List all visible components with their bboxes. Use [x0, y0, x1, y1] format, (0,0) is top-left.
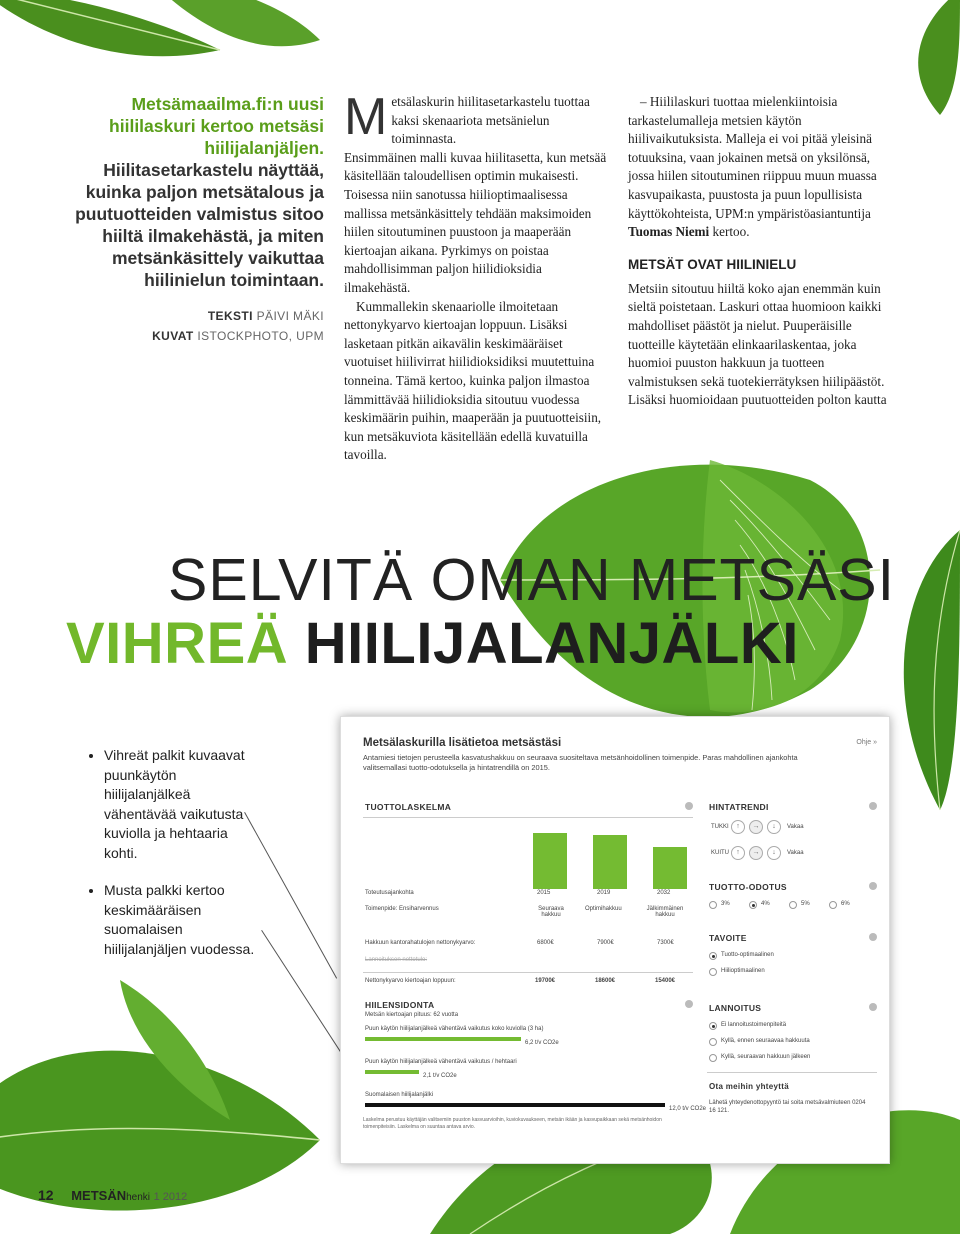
hiilensidonta-sub: Metsän kiertoajan pituus: 62 vuotta	[365, 1012, 459, 1018]
goal-profit-radio[interactable]	[709, 952, 717, 960]
goal-profit-label: Tuotto-optimaalinen	[721, 952, 774, 958]
page-number: 12	[38, 1187, 54, 1203]
contact-text[interactable]: Lähetä yhteydenottopyyntö tai soita metsävalmiuteen 0204 16 121.	[709, 1100, 866, 1114]
intro-lead-rest: Hiilitasetarkastelu näyttää, kuinka paljon metsätalous ja puutuotteiden valmistus sitoo hiiltä ilmakehästä, ja miten metsänkäsittely vaikuttaa hiilinielun toimintaan.	[75, 160, 324, 290]
row-label-toteutus: Toteutusajankohta	[365, 890, 414, 896]
credit-images-value: ISTOCKPHOTO, UPM	[197, 329, 324, 343]
total-2032: 15400€	[655, 978, 676, 984]
tuotto-odotus-title: TUOTTO-ODOTUS	[709, 882, 787, 892]
page-footer	[38, 1187, 187, 1203]
goal-carbon-radio[interactable]	[709, 968, 717, 976]
tuottolaskelma-bar-2	[593, 835, 627, 889]
screenshot-lead: Antamiesi tietojen perusteella kasvatushakkuu on seuraava suositeltava metsänhoidollinen toimenpide. Paras mahdollinen ajankohta valitsemallasi tuotto-odotuksella ja hintatrendillä on 2015.	[363, 753, 798, 772]
op-optimi: Optimihakkuu	[585, 906, 622, 912]
hintatrendi-info-icon[interactable]	[869, 802, 877, 810]
year-2015: 2015	[537, 890, 551, 896]
trend-kuitu-label: KUITU	[711, 850, 729, 856]
headline-dark-word: HIILIJALANJÄLKI	[304, 611, 799, 676]
row-label-lannoitus: Lannoituksen nettotulo:	[365, 957, 428, 963]
article-column-2	[344, 88, 608, 465]
divider	[707, 1072, 877, 1073]
tuotto-odotus-info-icon[interactable]	[869, 882, 877, 890]
return-3-label: 3%	[721, 901, 730, 907]
drop-cap: M	[344, 88, 388, 146]
tuottolaskelma-bar-1	[533, 833, 567, 889]
row-label-total: Nettonykyarvo kiertoajan loppuun:	[365, 978, 456, 984]
return-5-radio[interactable]	[789, 901, 797, 909]
headline-line-2	[66, 612, 799, 676]
trend-tukki-down-button[interactable]: ↓	[767, 820, 781, 834]
contact-title: Ota meihin yhteyttä	[709, 1082, 789, 1091]
tavoite-info-icon[interactable]	[869, 933, 877, 941]
hiilensidonta-title: HIILENSIDONTA	[365, 1000, 435, 1010]
caption-bullet-black-bar: • Musta palkki kertoo keskimääräisen suomalaisen hiilijalanjäljen vuodessa.	[104, 881, 258, 959]
col2-paragraph-2: Ensimmäinen malli kuvaa hiilitasetta, kun metsää käsitellään taloudellisen optimin mukaisesti. Toisessa niin sanotussa hiilioptimaalisessa mallissa metsänkäsittely tehdään maksimoiden hiilen sitoutuminen puustoon ja maaperään kiertoajan aikana. Pyrkimys on poistaa mahdollisimman paljon hiilidioksidia ilmakehästä.	[344, 149, 607, 295]
fert-none-radio[interactable]	[709, 1022, 717, 1030]
op-seuraava: Seuraava hakkuu	[538, 906, 564, 918]
credit-text-label: TEKSTI	[207, 309, 253, 323]
hintatrendi-title: HINTATRENDI	[709, 802, 769, 812]
fert-before-label: Kyllä, ennen seuraavaa hakkuuta	[721, 1038, 810, 1044]
row-label-toimenpide: Toimenpide: Ensiharvennus	[365, 906, 439, 912]
tavoite-title: TAVOITE	[709, 933, 747, 943]
carbon-row-label-1: Puun käytön hiilijalanjälkeä vähentävä vaikutus koko kuviolla (3 ha)	[365, 1026, 544, 1032]
credit-images-label: KUVAT	[152, 329, 194, 343]
screenshot-title: Metsälaskurilla lisätietoa metsästäsi	[363, 737, 562, 749]
intro-lead	[62, 93, 324, 291]
divider	[363, 817, 693, 818]
col2-paragraph-3: Kummallekin skenaariolle ilmoitetaan nettonykyarvo kiertoajan loppuun. Lisäksi lasketaan pitkän aikavälin keskimääräiset vuotuiset hiilivirrat hiilidioksidiksi muutettuina tonneina. Tämä kertoo, kuinka paljon ilmastoa lämmittävää hiilidioksidia sitoutuu vuodessa keskimäärin puihin, maaperään ja puutuotteisiin, kun metsäkuviota käsitellään edellä kuvatuilla tavoilla.	[344, 298, 602, 463]
tuottolaskelma-info-icon[interactable]	[685, 802, 693, 810]
tuottolaskelma-bar-3	[653, 847, 687, 889]
return-6-label: 6%	[841, 901, 850, 907]
trend-kuitu-down-button[interactable]: ↓	[767, 846, 781, 860]
carbon-row-label-3: Suomalaisen hiilijalanjälki	[365, 1092, 434, 1098]
trend-kuitu-value: Vakaa	[787, 850, 804, 856]
credits	[100, 306, 324, 346]
total-2015: 19700€	[535, 978, 556, 984]
npv-2015: 6800€	[537, 940, 554, 946]
caption-bullets	[88, 746, 258, 977]
npv-2019: 7900€	[597, 940, 614, 946]
col3-paragraph-2: Metsiin sitoutuu hiiltä koko ajan enemmän kuin sieltä poistetaan. Laskuri ottaa huomioon kaikki mahdolliset päästöt ja nielut. Puuperäisille tuotteille käytetään elinkaarilaskentaa, joka huomioi puuston hakkuun ja tuotteen valmistuksen sekä tuotekierrätyksen hiilipäästöt. Lisäksi huomioidaan puutuotteiden polton kautta	[628, 280, 887, 408]
carbon-bar-value-1: 6,2 t/v CO2e	[525, 1040, 559, 1046]
year-2032: 2032	[657, 890, 671, 896]
year-2019: 2019	[597, 890, 611, 896]
col3-paragraph-1-end: kertoo.	[712, 224, 750, 240]
tuottolaskelma-title: TUOTTOLASKELMA	[365, 802, 452, 812]
intro-lead-green: Metsämaailma.fi:n uusi hiililaskuri kertoo metsäsi hiilijalanjäljen.	[109, 94, 324, 158]
issue-number: 1 2012	[153, 1191, 188, 1203]
trend-tukki-label: TUKKI	[711, 824, 729, 830]
magazine-name: METSÄN	[71, 1188, 127, 1203]
carbon-bar-1	[365, 1037, 521, 1041]
return-3-radio[interactable]	[709, 901, 717, 909]
fert-after-label: Kyllä, seuraavan hakkuun jälkeen	[721, 1054, 811, 1060]
row-label-npv: Hakkuun kantorahatulojen nettonykyarvo:	[365, 940, 476, 946]
fert-none-label: Ei lannoitustoimenpiteitä	[721, 1022, 787, 1028]
carbon-bar-2	[365, 1070, 419, 1074]
goal-carbon-label: Hiilioptimaalinen	[721, 968, 765, 974]
col2-paragraph-1: etsälaskurin hiilitasetarkastelu tuottaa kaksi skenaariota metsänielun toiminnasta.	[391, 94, 590, 147]
return-4-label: 4%	[761, 901, 770, 907]
return-6-radio[interactable]	[829, 901, 837, 909]
hiilensidonta-info-icon[interactable]	[685, 1000, 693, 1008]
lannoitus-info-icon[interactable]	[869, 1003, 877, 1011]
help-link[interactable]: Ohje »	[856, 739, 877, 746]
headline-green-word: VIHREÄ	[66, 611, 289, 676]
trend-tukki-steady-button[interactable]: →	[749, 820, 763, 834]
carbon-bar-3	[365, 1103, 665, 1107]
caption-bullet-green-bars: • Vihreät palkit kuvaavat puunkäytön hiilijalanjälkeä vähentävää vaikutusta kuviolla ja hehtaaria kohti.	[104, 746, 258, 863]
trend-kuitu-up-button[interactable]: ↑	[731, 846, 745, 860]
fert-after-radio[interactable]	[709, 1054, 717, 1062]
article-column-3	[628, 93, 894, 410]
return-5-label: 5%	[801, 901, 810, 907]
carbon-note: Laskelma perustuu käyttäjän valitsemiin puuston kasvuarvioihin, kuviokuvaukseen, metsän ikään ja kasvupaikkaan sekä metsänhoidon toimenpiteisiin. Laskelma on suuntaa antava arvio.	[363, 1117, 662, 1130]
magazine-name-suffix: henki	[126, 1192, 150, 1203]
col3-subheading: METSÄT OVAT HIILINIELU	[628, 256, 797, 272]
credit-text-value: PÄIVI MÄKI	[256, 309, 324, 323]
return-4-radio[interactable]	[749, 901, 757, 909]
lannoitus-title: LANNOITUS	[709, 1003, 762, 1013]
headline-line-1: SELVITÄ OMAN METSÄSI	[168, 547, 896, 613]
connector-line-green	[244, 812, 337, 979]
op-jalkimmainen: Jälkimmäinen hakkuu	[646, 906, 684, 918]
fert-before-radio[interactable]	[709, 1038, 717, 1046]
total-2019: 18600€	[595, 978, 616, 984]
col3-expert-name: Tuomas Niemi	[628, 224, 710, 240]
leaf-top-left-image	[0, 0, 330, 90]
npv-2032: 7300€	[657, 940, 674, 946]
trend-kuitu-steady-button[interactable]: →	[749, 846, 763, 860]
trend-tukki-up-button[interactable]: ↑	[731, 820, 745, 834]
trend-tukki-value: Vakaa	[787, 824, 804, 830]
carbon-row-label-2: Puun käytön hiilijalanjälkeä vähentävä vaikutus / hehtaari	[365, 1059, 517, 1065]
divider	[363, 972, 693, 973]
calculator-screenshot	[340, 716, 890, 1164]
carbon-bar-value-3: 12,0 t/v CO2e	[669, 1106, 707, 1112]
carbon-bar-value-2: 2,1 t/v CO2e	[423, 1073, 457, 1079]
col3-paragraph-1: – Hiililaskuri tuottaa mielenkiintoisia tarkastelumalleja metsien käytön hiilivaikutuksista. Malleja ei voi pitää yleisinä totuuksina, vaan jokainen metsä on yksilönsä, jossa hiilen sitoutuminen riippuu muun muassa kasvupaikasta, puustosta ja puun lopullisista käyttökohteista, UPM:n ympäristöasiantuntija	[628, 94, 877, 221]
